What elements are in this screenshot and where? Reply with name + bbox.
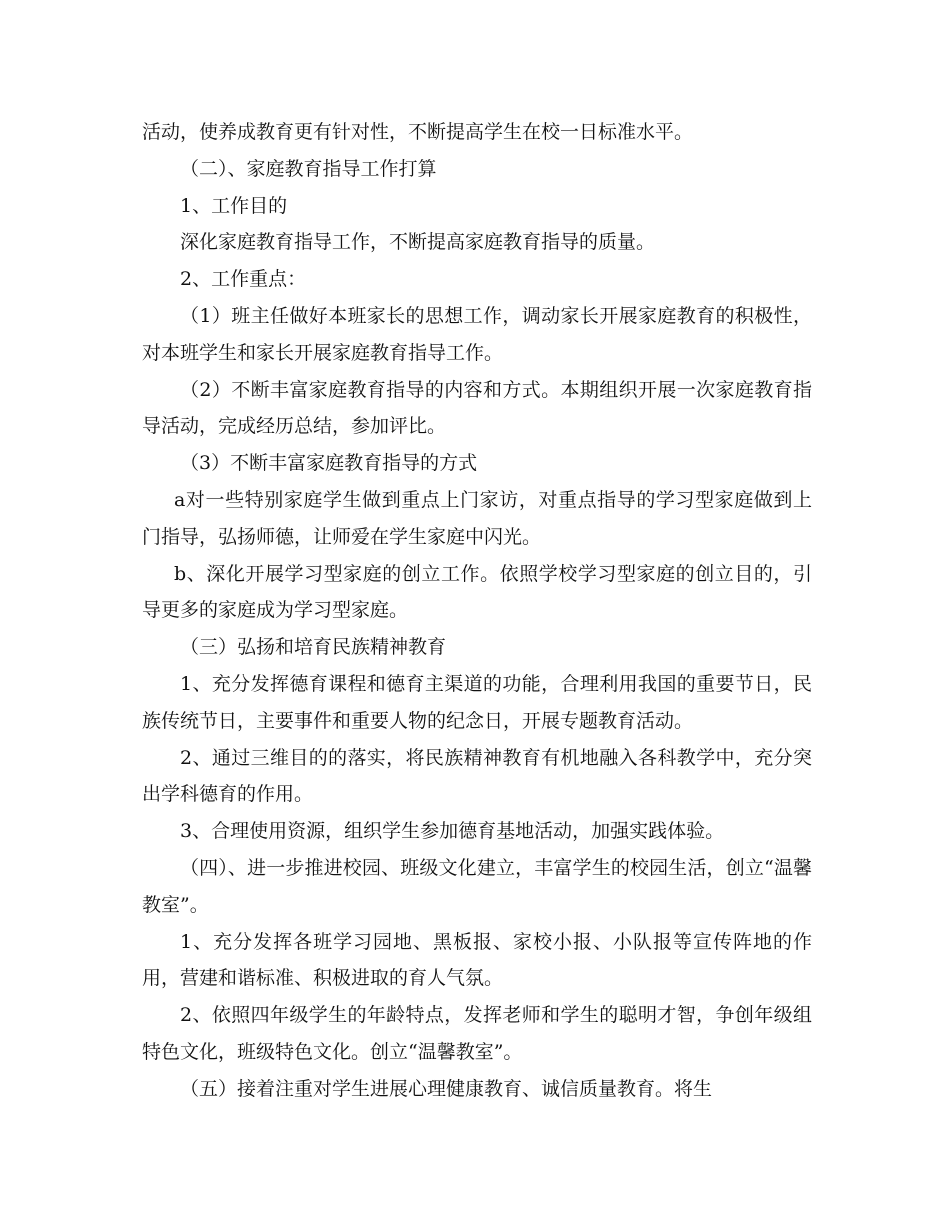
paragraph: 2、依照四年级学生的年龄特点，发挥老师和学生的聪明才智，争创年级组特色文化，班级特色文化。创立“温馨教室”。 (142, 1004, 812, 1063)
section-heading-5: （五）接着注重对学生进展心理健康教育、诚信质量教育。将生 (180, 1077, 713, 1100)
paragraph: a对一些特别家庭学生做到重点上门家访，对重点指导的学习型家庭做到上门指导，弘扬师德，让师爱在学生家庭中闪光。 (142, 488, 812, 548)
paragraph: 3、合理使用资源，组织学生参加德育基地活动，加强实践体验。 (180, 820, 725, 843)
paragraph: 深化家庭教育指导工作，不断提高家庭教育指导的质量。 (180, 231, 656, 254)
paragraph: 1、充分发挥德育课程和德育主渠道的功能，合理利用我国的重要节日，民族传统节日，主要事件和重要人物的纪念日，开展专题教育活动。 (142, 672, 812, 732)
paragraph: b、深化开展学习型家庭的创立工作。依照学校学习型家庭的创立目的，引导更多的家庭成为学习型家庭。 (142, 562, 812, 622)
paragraph-continuation: 活动，使养成教育更有针对性，不断提高学生在校一日标准水平。 (142, 121, 694, 143)
section-heading-2: （二）、家庭教育指导工作打算 (180, 157, 437, 180)
paragraph: （1）班主任做好本班家长的思想工作，调动家长开展家庭教育的积极性，对本班学生和家长开展家庭教育指导工作。 (142, 304, 812, 364)
section-heading-3: （三）弘扬和培育民族精神教育 (180, 636, 447, 659)
paragraph: 1、充分发挥各班学习园地、黑板报、家校小报、小队报等宣传阵地的作用，营建和谐标准、积极进取的育人气氛。 (142, 930, 812, 990)
paragraph: （3）不断丰富家庭教育指导的方式 (180, 452, 478, 475)
paragraph: （2）不断丰富家庭教育指导的内容和方式。本期组织开展一次家庭教育指导活动，完成经历总结，参加评比。 (142, 378, 812, 438)
section-heading-4: （四）、进一步推进校园、班级文化建立，丰富学生的校园生活，创立“温馨教室”。 (142, 856, 812, 916)
subheading-focus: 2、工作重点： (180, 268, 307, 291)
document-body (142, 114, 812, 1108)
paragraph: 2、通过三维目的的落实，将民族精神教育有机地融入各科教学中，充分突出学科德育的作用。 (142, 746, 812, 806)
subheading-goal: 1、工作目的 (180, 194, 288, 217)
